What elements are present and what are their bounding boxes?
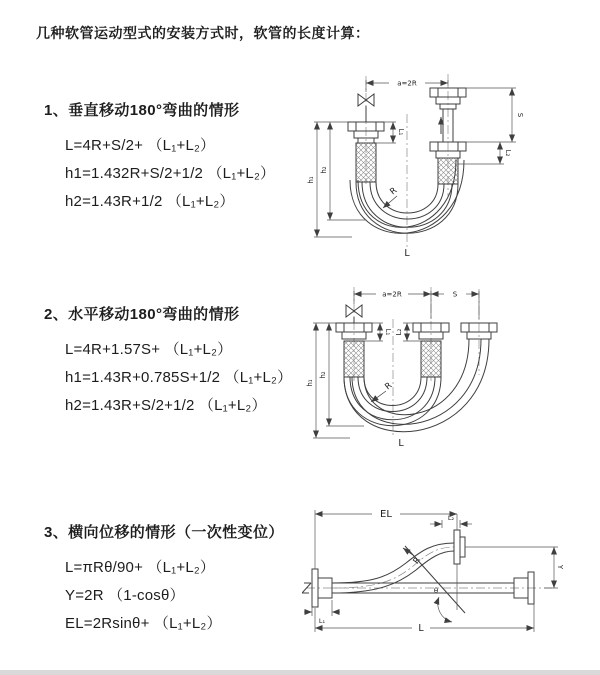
dimension-lines xyxy=(304,510,558,632)
section2-formula-L: L=4R+1.57S+ （L₁+L₂） xyxy=(65,341,233,358)
dim-label-h1: h₁ xyxy=(307,176,315,184)
dimension-lines xyxy=(313,291,479,438)
section2-formula-h2: h2=1.43R+S/2+1/2 （L₁+L₂） xyxy=(65,397,267,414)
centerlines xyxy=(306,547,552,588)
radius-label: R xyxy=(411,555,424,567)
section3-heading: 3、横向位移的情形（一次性变位） xyxy=(44,524,284,541)
diagram-horizontal-180-bend xyxy=(306,283,598,459)
left-braided-hose-section xyxy=(344,341,364,377)
dim-label-s: S xyxy=(516,112,524,118)
length-label: L xyxy=(404,248,410,259)
dim-label-l1: L₁ xyxy=(397,128,405,136)
section3-formula-L: L=πRθ/90+ （L₁+L₂） xyxy=(65,559,216,576)
page-title: 几种软管运动型式的安装方式时，软管的长度计算： xyxy=(36,25,370,41)
middle-braided-hose-section xyxy=(421,341,441,377)
length-label: L xyxy=(398,438,404,449)
dim-label-h2: h₂ xyxy=(320,166,328,174)
dim-label-l2: L₂ xyxy=(395,328,403,336)
dim-label-a2r: a=2R xyxy=(382,290,402,299)
left-braided-hose-section xyxy=(356,143,376,182)
dim-label-y: Y xyxy=(556,564,564,570)
section3-formula-EL: EL=2Rsinθ+ （L₁+L₂） xyxy=(65,615,222,632)
diagram-lateral-displacement xyxy=(302,500,598,652)
dim-label-h1: h₁ xyxy=(306,379,314,387)
section-vertical-180 xyxy=(44,99,314,216)
dim-label-h2: h₂ xyxy=(319,371,327,379)
section2-formula-h1: h1=1.43R+0.785S+1/2 （L₁+L₂） xyxy=(65,369,293,386)
dim-label-el: EL xyxy=(380,509,392,520)
dim-label-l1: L₁ xyxy=(318,617,326,625)
radius-label: R xyxy=(388,185,400,198)
page-bottom-edge xyxy=(0,670,600,675)
diagram-vertical-180-bend xyxy=(306,70,546,262)
length-label: L xyxy=(418,623,424,634)
section2-heading: 2、水平移动180°弯曲的情形 xyxy=(44,306,240,323)
s-curve-hose-displaced xyxy=(332,543,454,593)
section1-formula-L: L=4R+S/2+ （L₁+L₂） xyxy=(65,137,216,154)
angle-theta-label: θ xyxy=(433,587,439,595)
dim-label-l2: L₂ xyxy=(504,149,512,157)
section1-formula-h2: h2=1.43R+1/2 （L₁+L₂） xyxy=(65,193,235,210)
dim-label-a2r: a=2R xyxy=(397,79,417,88)
section1-formula-h1: h1=1.432R+S/2+1/2 （L₁+L₂） xyxy=(65,165,276,182)
section3-formula-Y: Y=2R （1-cosθ） xyxy=(65,587,185,604)
dim-label-s: S xyxy=(452,290,458,299)
dim-label-l1: L₁ xyxy=(384,328,392,336)
section1-heading: 1、垂直移动180°弯曲的情形 xyxy=(44,102,240,119)
displaced-end-flange xyxy=(454,530,465,564)
radius-label: R xyxy=(383,380,395,393)
dimension-lines xyxy=(314,80,516,237)
dim-label-l2: L₂ xyxy=(447,514,455,522)
section-lateral-displacement xyxy=(44,521,314,638)
section-horizontal-180 xyxy=(44,303,314,420)
u-bend-hose-curves xyxy=(344,339,489,432)
